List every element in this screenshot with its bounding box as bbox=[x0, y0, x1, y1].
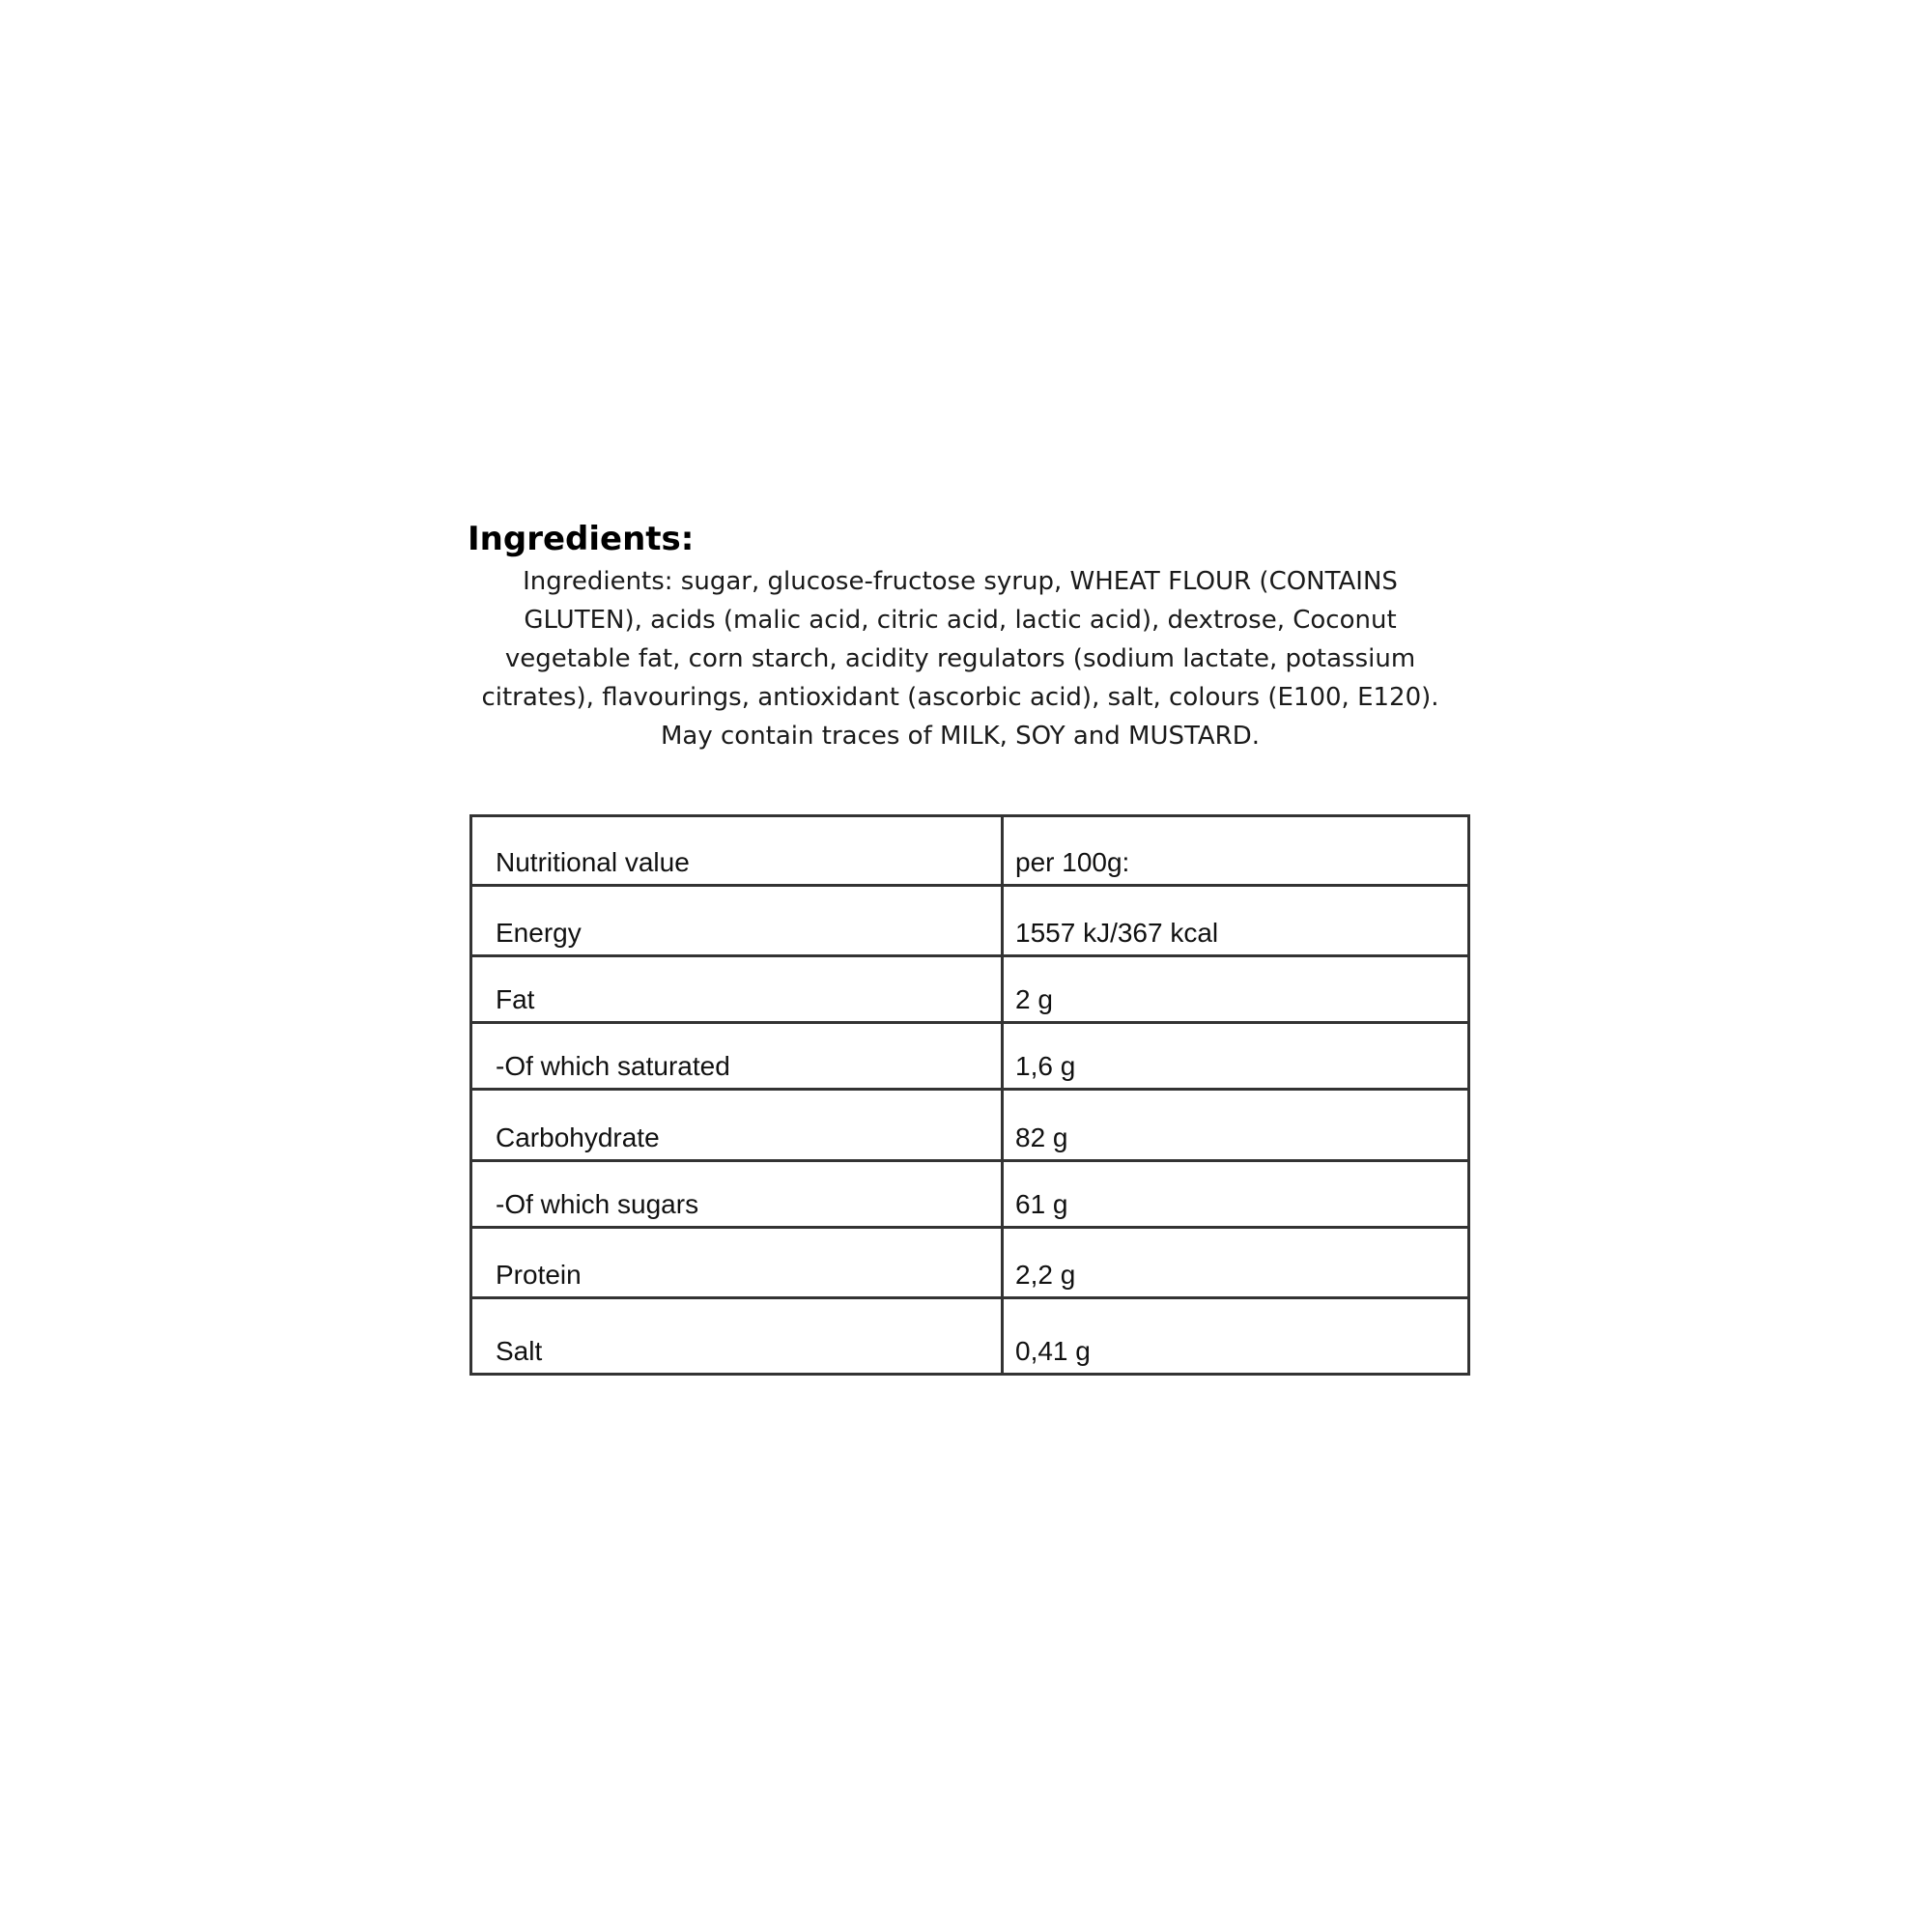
nutrient-value: 1557 kJ/367 kcal bbox=[1003, 886, 1469, 956]
ingredients-section bbox=[468, 518, 1453, 755]
nutrient-label: -Of which saturated bbox=[471, 1023, 1003, 1090]
table-row bbox=[471, 1090, 1469, 1161]
nutrient-value: 1,6 g bbox=[1003, 1023, 1469, 1090]
ingredients-line: GLUTEN), acids (malic acid, citric acid, lactic acid), dextrose, Coconut bbox=[524, 606, 1397, 635]
allergen-notice: May contain traces of MILK, SOY and MUSTARD. bbox=[660, 722, 1261, 751]
table-row bbox=[471, 1023, 1469, 1090]
ingredients-line: citrates), flavourings, antioxidant (ascorbic acid), salt, colours (E100, E120). bbox=[481, 683, 1439, 712]
table-row bbox=[471, 956, 1469, 1023]
nutrient-value: 82 g bbox=[1003, 1090, 1469, 1161]
nutrient-label: Salt bbox=[471, 1298, 1003, 1375]
nutrient-value: 0,41 g bbox=[1003, 1298, 1469, 1375]
table-row bbox=[471, 886, 1469, 956]
nutrient-label: Protein bbox=[471, 1228, 1003, 1298]
header-value-cell: per 100g: bbox=[1003, 816, 1469, 886]
table-row bbox=[471, 1298, 1469, 1375]
nutrient-label: Carbohydrate bbox=[471, 1090, 1003, 1161]
nutrient-label: -Of which sugars bbox=[471, 1161, 1003, 1228]
table-row bbox=[471, 1161, 1469, 1228]
ingredients-heading: Ingredients: bbox=[468, 520, 695, 558]
header-label-cell: Nutritional value bbox=[471, 816, 1003, 886]
nutrient-label: Fat bbox=[471, 956, 1003, 1023]
ingredients-line: vegetable fat, corn starch, acidity regulators (sodium lactate, potassium bbox=[504, 644, 1416, 673]
nutrient-value: 2,2 g bbox=[1003, 1228, 1469, 1298]
ingredients-text bbox=[468, 562, 1453, 755]
nutrient-value: 2 g bbox=[1003, 956, 1469, 1023]
nutrient-label: Energy bbox=[471, 886, 1003, 956]
table-header-row bbox=[471, 816, 1469, 886]
nutrition-table bbox=[469, 814, 1470, 1376]
ingredients-line: Ingredients: sugar, glucose-fructose syrup, WHEAT FLOUR (CONTAINS bbox=[523, 567, 1398, 596]
table-row bbox=[471, 1228, 1469, 1298]
nutrient-value: 61 g bbox=[1003, 1161, 1469, 1228]
